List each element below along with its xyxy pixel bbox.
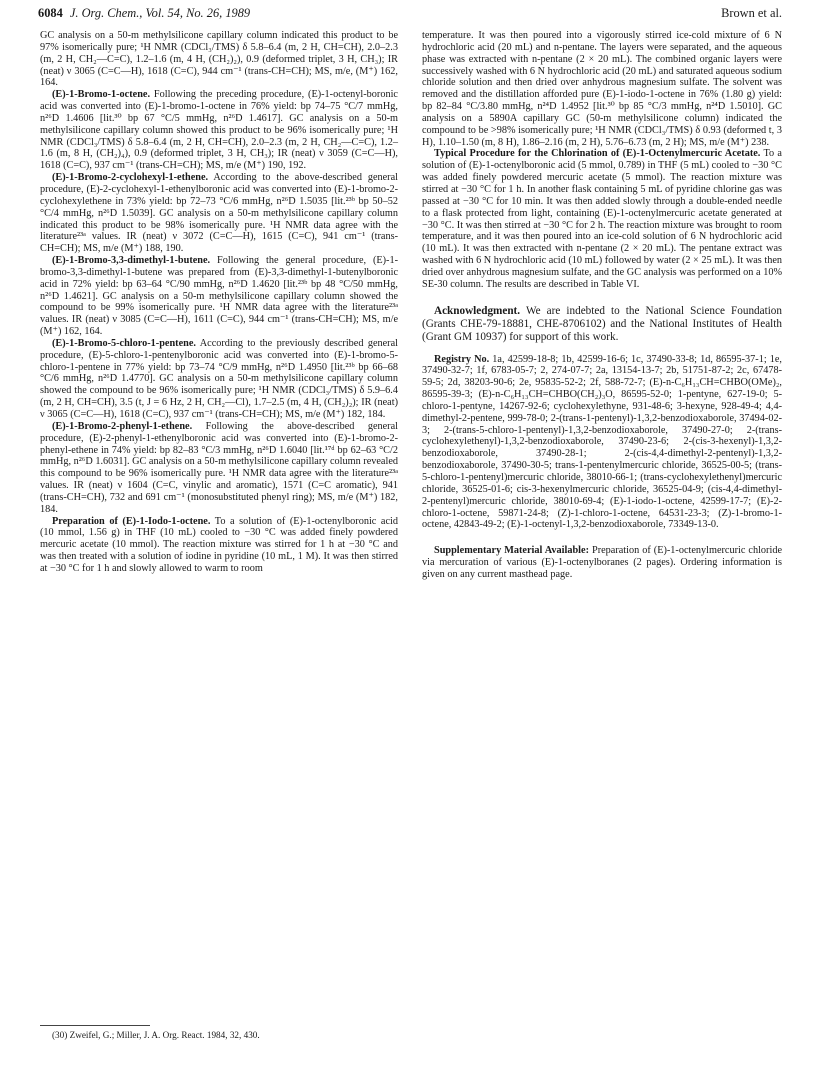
paragraph-heading: (E)-1-Bromo-2-cyclohexyl-1-ethene.: [52, 172, 209, 184]
paragraph: [40, 172, 398, 255]
paragraph-heading: (E)-1-Bromo-3,3-dimethyl-1-butene.: [52, 255, 211, 267]
paragraph-heading: (E)-1-Bromo-2-phenyl-1-ethene.: [52, 420, 193, 432]
journal-citation: J. Org. Chem., Vol. 54, No. 26, 1989: [69, 6, 251, 20]
paragraph-text: Following the preceding procedure, (E)-1-octenyl-boronic acid was converted into (E)-1-bromo-1-octene in 76% yield: bp 74–75 °C/7 mmHg, n²⁶D 1.4606 [lit.³⁰ bp 67 °C/5 mmHg, n²⁶D 1.4617]. GC analysis on a 50-m methylsilicone capillary column showed this product to be 96% isomerically pure; ¹H NMR (CDCl₃/TMS) δ 5.8–6.4 (m, 2 H, CH=CH), 2.0–2.3 (m, 2 H, CH₂—C=C), 1.2–1.6 (m, 8 H, (CH₂)₄), 0.9 (deformed triplet, 3 H, CH₃); IR (neat) ν 3059 (C=C—H), 1618 (C=C), 937 cm⁻¹ (trans-CH=CH); MS, m/e (M⁺) 190, 192.: [40, 89, 398, 172]
paragraph: [40, 421, 398, 516]
supplementary-material: [422, 545, 782, 581]
acknowledgment: [422, 305, 782, 344]
paragraph-heading: Typical Procedure for the Chlorination of (E)-1-Octenylmercuric Acetate.: [434, 148, 761, 160]
page-header: [38, 6, 782, 26]
acknowledgment-heading: Acknowledgment.: [434, 304, 521, 317]
paragraph-text: According to the previously described general procedure, (E)-5-chloro-1-pentenylboronic acid was converted into (E)-1-bromo-5-chloro-1-pentene in 77% yield: bp 73–74 °C/9 mmHg, n²⁶D 1.4950 [lit.²³ᵇ bp 66–68 °C/6 mmHg, n²⁶D 1.4770]. GC analysis on a 50-m methylsilicone capillary column showed the compound to be 96% isomerically pure; ¹H NMR (CDCl₃/TMS) δ 5.9–6.4 (m, 2 H, CH=CH), 3.5 (t, J = 6 Hz, 2 H, CH₂—Cl), 1.7–2.5 (m, 4 H, (CH₂)₂); IR (neat) ν 3065 (C=C—H), 1618 (C=C), 937 cm⁻¹ (trans-CH=CH); MS, m/e (M⁺) 182, 184.: [40, 337, 398, 420]
paragraph-heading: (E)-1-Bromo-5-chloro-1-pentene.: [52, 337, 196, 349]
registry-heading: Registry No.: [434, 353, 490, 365]
footnote: (30) Zweifel, G.; Miller, J. A. Org. React. 1984, 32, 430.: [52, 1030, 260, 1040]
paragraph: [40, 89, 398, 172]
registry-numbers: [422, 354, 782, 532]
right-column: [422, 30, 782, 581]
paragraph: GC analysis on a 50-m methylsilicone capillary column indicated this product to be 97% isomerically pure; ¹H NMR (CDCl₃/TMS) δ 5.8–6.4 (m, 2 H, CH=CH), 2.0–2.3 (m, 2 H, CH₂—C=C), 1.2–1.6 (m, 4 H, (CH₂)₂), 0.9 (deformed triplet, 3 H, CH₃); IR (neat) ν 3065 (C=C—H), 1618 (C=C), 944 cm⁻¹ (trans-CH=CH); MS, m/e, (M⁺) 162, 164.: [40, 30, 398, 89]
paragraph-text: temperature. It was then poured into a vigorously stirred ice-cold mixture of 6 N hydrochloric acid (20 mL) and n-pentane. The layers were separated, and the aqueous phase was extracted with n-pentane (2 × 20 mL). The combined organic layers were successively washed with 6 N hydrochloric acid (20 mL) and saturated aqueous sodium chloride solution and then dried over anhydrous magnesium sulfate. The solvent was removed and the distillation afforded pure (E)-1-iodo-1-octene in 76% (1.80 g) yield: bp 82–84 °C/3.80 mmHg, n²⁴D 1.4952 [lit.³⁰ bp 85 °C/3 mmHg, n²⁴D 1.5010]. GC analysis on a 5890A capillary GC (50-m methylsilicone column) indicated the compound to be >98% isomerically pure; ¹H NMR (CDCl₃/TMS) δ 0.93 (deformed t, 3 H), 1.10–1.50 (m, 8 H), 1.86–2.16 (m, 2 H), 5.76–6.73 (m, 2 H); MS, m/e (M⁺) 238.: [422, 30, 782, 148]
paragraph: [40, 255, 398, 338]
paragraph: [40, 516, 398, 575]
paragraph-text: To a solution of (E)-1-octenylboronic acid (5 mmol, 0.789) in THF (5 mL) cooled to −30 °C was added finely powdered mercuric acetate (5 mmol). The reaction mixture was stirred at −30 °C for 1 h. In another flask containing 5 mL of pyridine chlorine gas was passed at −30 °C for 10 min. It was then added slowly through a double-ended needle to a flask protected from light, containing (E)-1-octenylmercuric acetate generated at −30 °C. It was then stirred at −30 °C for 2 h. The reaction mixture was brought to room temperature, and it was then poured into an ice-cold solution of 6 N hydrochloric acid (10 mL). It was then extracted with n-pentane (2 × 20 mL). The pentane extract was washed with 6 N hydrochloric acid (10 mL) followed by water (2 × 25 mL). It was then dried over anhydrous magnesium sulfate, and the GC analysis was performed on a 10% SE-30 column. The results are described in Table VI.: [422, 148, 782, 290]
paragraph-heading: Preparation of (E)-1-Iodo-1-octene.: [52, 515, 211, 527]
paragraph: [422, 148, 782, 290]
supplementary-text: Preparation of (E)-1-octenylmercuric chloride via mercuration of various (E)-1-octenylboranes (2 pages). Ordering information is given on any current masthead page.: [422, 545, 782, 580]
page-number: 6084: [38, 6, 63, 20]
acknowledgment-text: We are indebted to the National Science Foundation (Grants CHE-79-18881, CHE-8706102) and the National Institutes of Health (Grant GM 10937) for support of this work.: [422, 304, 782, 343]
paragraph-heading: (E)-1-Bromo-1-octene.: [52, 89, 151, 101]
footnote-rule: [40, 1025, 150, 1026]
paragraph-text: To a solution of (E)-1-octenylboronic acid (10 mmol, 1.56 g) in THF (10 mL) cooled to −30 °C was added finely powdered mercuric acetate (10 mmol). The reaction mixture was stirred for 1 h at −30 °C and was then treated with a solution of iodine in pyridine (10 mL, 1 M). It was then stirred at −30 °C for 1 h and slowly allowed to warm to room: [40, 515, 398, 574]
paragraph-text: According to the above-described general procedure, (E)-2-cyclohexyl-1-ethenylboronic acid was converted into (E)-1-bromo-2-cyclohexylethene in 73% yield: bp 72–73 °C/6 mmHg, n²⁶D 1.5035 [lit.²³ᵇ bp 50–52 °C/4 mmHg, n²⁶D 1.5039]. GC analysis on a 50-m methylsilicone capillary column indicated this product to be 98% isomerically pure. ¹H NMR data agree with the literature²³ᵃ values. IR (neat) ν 3072 (C=C—H), 1615 (C=C), 941 cm⁻¹ (trans-CH=CH); MS, m/e (M⁺) 188, 190.: [40, 172, 398, 255]
registry-text: 1a, 42599-18-8; 1b, 42599-16-6; 1c, 37490-33-8; 1d, 86595-37-1; 1e, 37490-32-7; 1f, 6783-05-7; 2, 274-07-7; 2a, 13154-13-7; 2b, 51751-87-2; 2c, 67478-59-5; 2d, 38203-90-6; 2e, 95835-52-2; 2f, 588-72-7; (E)-n-C₆H₁₃CH=CHBO(OMe)₂, 86595-39-3; (E)-n-C₆H₁₃CH=CHBO(CH₂)₃O, 86595-52-0; 1-pentyne, 627-19-0; 5-chloro-1-pentyne, 14267-92-6; cyclohexylethyne, 931-48-6; 3-hexyne, 928-49-4; 4,4-dimethyl-2-pentene, 999-78-0; 2-(trans-1-pentenyl)-1,3,2-benzodioxaborole, 37494-02-3; 2-(trans-5-chloro-1-pentenyl)-1,3,2-benzodioxaborole, 37490-27-0; 2-(trans-cyclohexylethenyl)-1,3,2-benzodioxaborole, 37490-23-6; 2-(cis-3-hexenyl)-1,3,2-benzodioxaborole, 37490-28-1; 2-(cis-4,4-dimethyl-2-pentenyl)-1,3,2-benzodioxaborole, 37490-30-5; trans-1-pentenylmercuric chloride, 36525-00-5; (trans-5-chloro-1-pentenyl)mercuric chloride, 38010-66-1; (trans-cyclohexylethenyl)mercuric chloride, 36525-01-6; cis-3-hexenylmercuric chloride, 36525-04-9; (cis-4,4-dimethyl-2-pentenyl)mercuric chloride, 38010-69-4; (E)-1-iodo-1-octene, 42599-17-7; (E)-2-chloro-1-octene, 59871-24-8; (Z)-1-chloro-1-octene, 64531-23-3; (Z)-1-bromo-1-octene, 42843-49-2; (E)-1-octenyl-1,3,2-benzodioxaborole, 73349-13-0.: [422, 353, 782, 531]
paragraph: [40, 338, 398, 421]
running-authors: Brown et al.: [721, 6, 782, 20]
paragraph-text: Following the general procedure, (E)-1-bromo-3,3-dimethyl-1-butene was prepared from (E)-3,3-dimethyl-1-butenylboronic acid in 72% yield: bp 63–64 °C/90 mmHg, n²⁶D 1.4620 [lit.²³ᵇ bp 48 °C/50 mmHg, n²⁶D 1.4621]. GC analysis on a 50-m methylsilicone capillary column showed the compound to be 99% isomerically pure. ¹H NMR data agree with the literature²³ᵃ values. IR (neat) ν 3085 (C=C—H), 1611 (C=C), 944 cm⁻¹ (trans-CH=CH); MS, m/e (M⁺) 162, 164.: [40, 255, 398, 338]
paragraph: [422, 30, 782, 148]
supplementary-heading: Supplementary Material Available:: [434, 545, 589, 557]
left-column: [40, 30, 398, 575]
paragraph-text: Following the above-described general procedure, (E)-2-phenyl-1-ethenylboronic acid was converted into (E)-1-bromo-2-phenyl-ethene in 74% yield: bp 82–83 °C/3 mmHg, n²⁶D 1.6040 [lit.¹⁷ᵈ bp 62–63 °C/2 mmHg, n²⁶D 1.6031]. GC analysis on a 50-m methylsilicone capillary column revealed this compound to be 96% isomerically pure. ¹H NMR data agree with the literature²³ᵃ values. IR (neat) ν 1604 (C=C, vinylic and aromatic), 1571 (C=C aromatic), 941 (trans-CH=CH), 732 and 691 cm⁻¹ (monosubstituted phenyl ring); MS, m/e (M⁺) 182, 184.: [40, 420, 398, 515]
